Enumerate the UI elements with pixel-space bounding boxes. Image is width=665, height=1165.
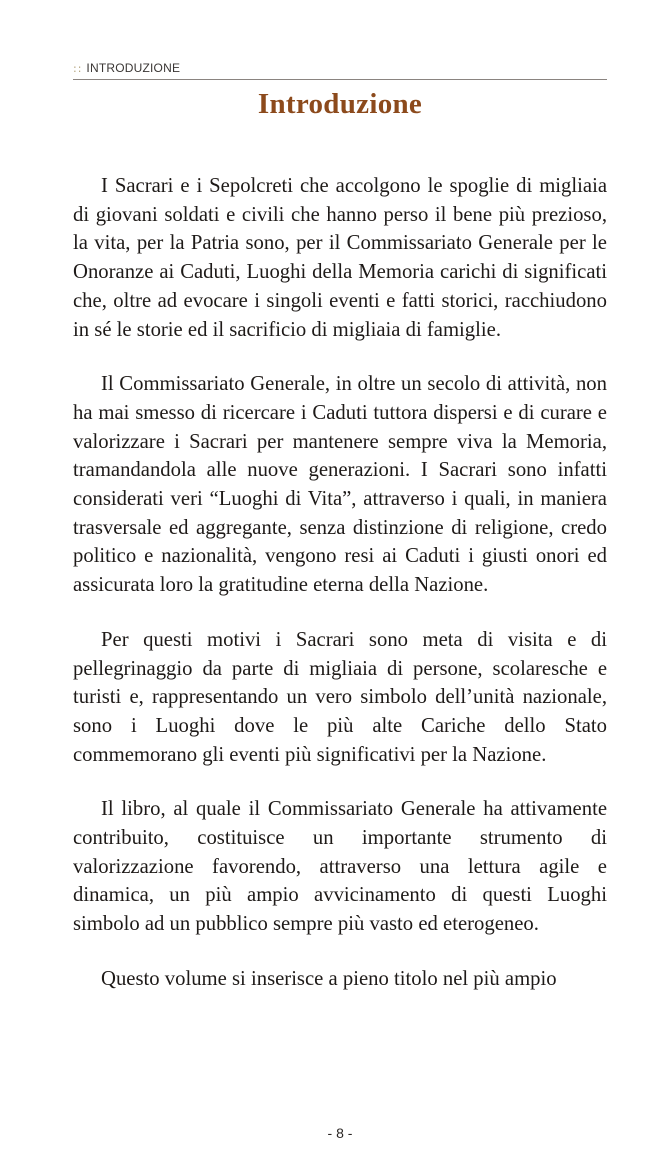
body-text (73, 172, 607, 1020)
running-header-label: INTRODUZIONE (86, 61, 181, 75)
running-header (73, 59, 607, 80)
page-title: Introduzione (257, 88, 423, 120)
paragraph-5: Questo volume si inserisce a pieno titolo nel più ampio (101, 967, 557, 990)
section-marker-icon: :: (73, 62, 83, 75)
paragraph-4: Il libro, al quale il Commissariato Generale ha attivamente contribuito, costituisce un importante strumento di valorizzazione favorendo, attraverso una lettura agile e dinamica, un più ampio avvicinamento di questi Luoghi simbolo ad un pubblico sempre più vasto ed eterogeneo. (73, 798, 607, 936)
paragraph-3: Per questi motivi i Sacrari sono meta di visita e di pellegrinaggio da parte di migliaia di persone, scolaresche e turisti e, rappresentando un vero simbolo dell’unità nazionale, sono i Luoghi dove le più alte Cariche dello Stato commemorano gli eventi più significativi per la Nazione. (73, 628, 607, 766)
paragraph-2: Il Commissariato Generale, in oltre un secolo di attività, non ha mai smesso di ricercare i Caduti tuttora dispersi e di curare e valorizzare i Sacrari per mantenere sempre viva la Memoria, tramandandola alle nuove generazioni. I Sacrari sono infatti considerati veri “Luoghi di Vita”, attraverso i quali, in maniera trasversale ed aggregante, senza distinzione di religione, credo politico e nazionalità, vengono resi ai Caduti i giusti onori ed assicurata loro la gratitudine eterna della Nazione. (73, 373, 607, 597)
page-number: - 8 - (327, 1125, 353, 1141)
paragraph-1: I Sacrari e i Sepolcreti che accolgono le spoglie di migliaia di giovani soldati e civili che hanno perso il bene più prezioso, la vita, per la Patria sono, per il Commissariato Generale per le Onoranze ai Caduti, Luoghi della Memoria carichi di significati che, oltre ad evocare i singoli eventi e fatti storici, racchiudono in sé le storie ed il sacrificio di migliaia di famiglie. (73, 175, 607, 341)
